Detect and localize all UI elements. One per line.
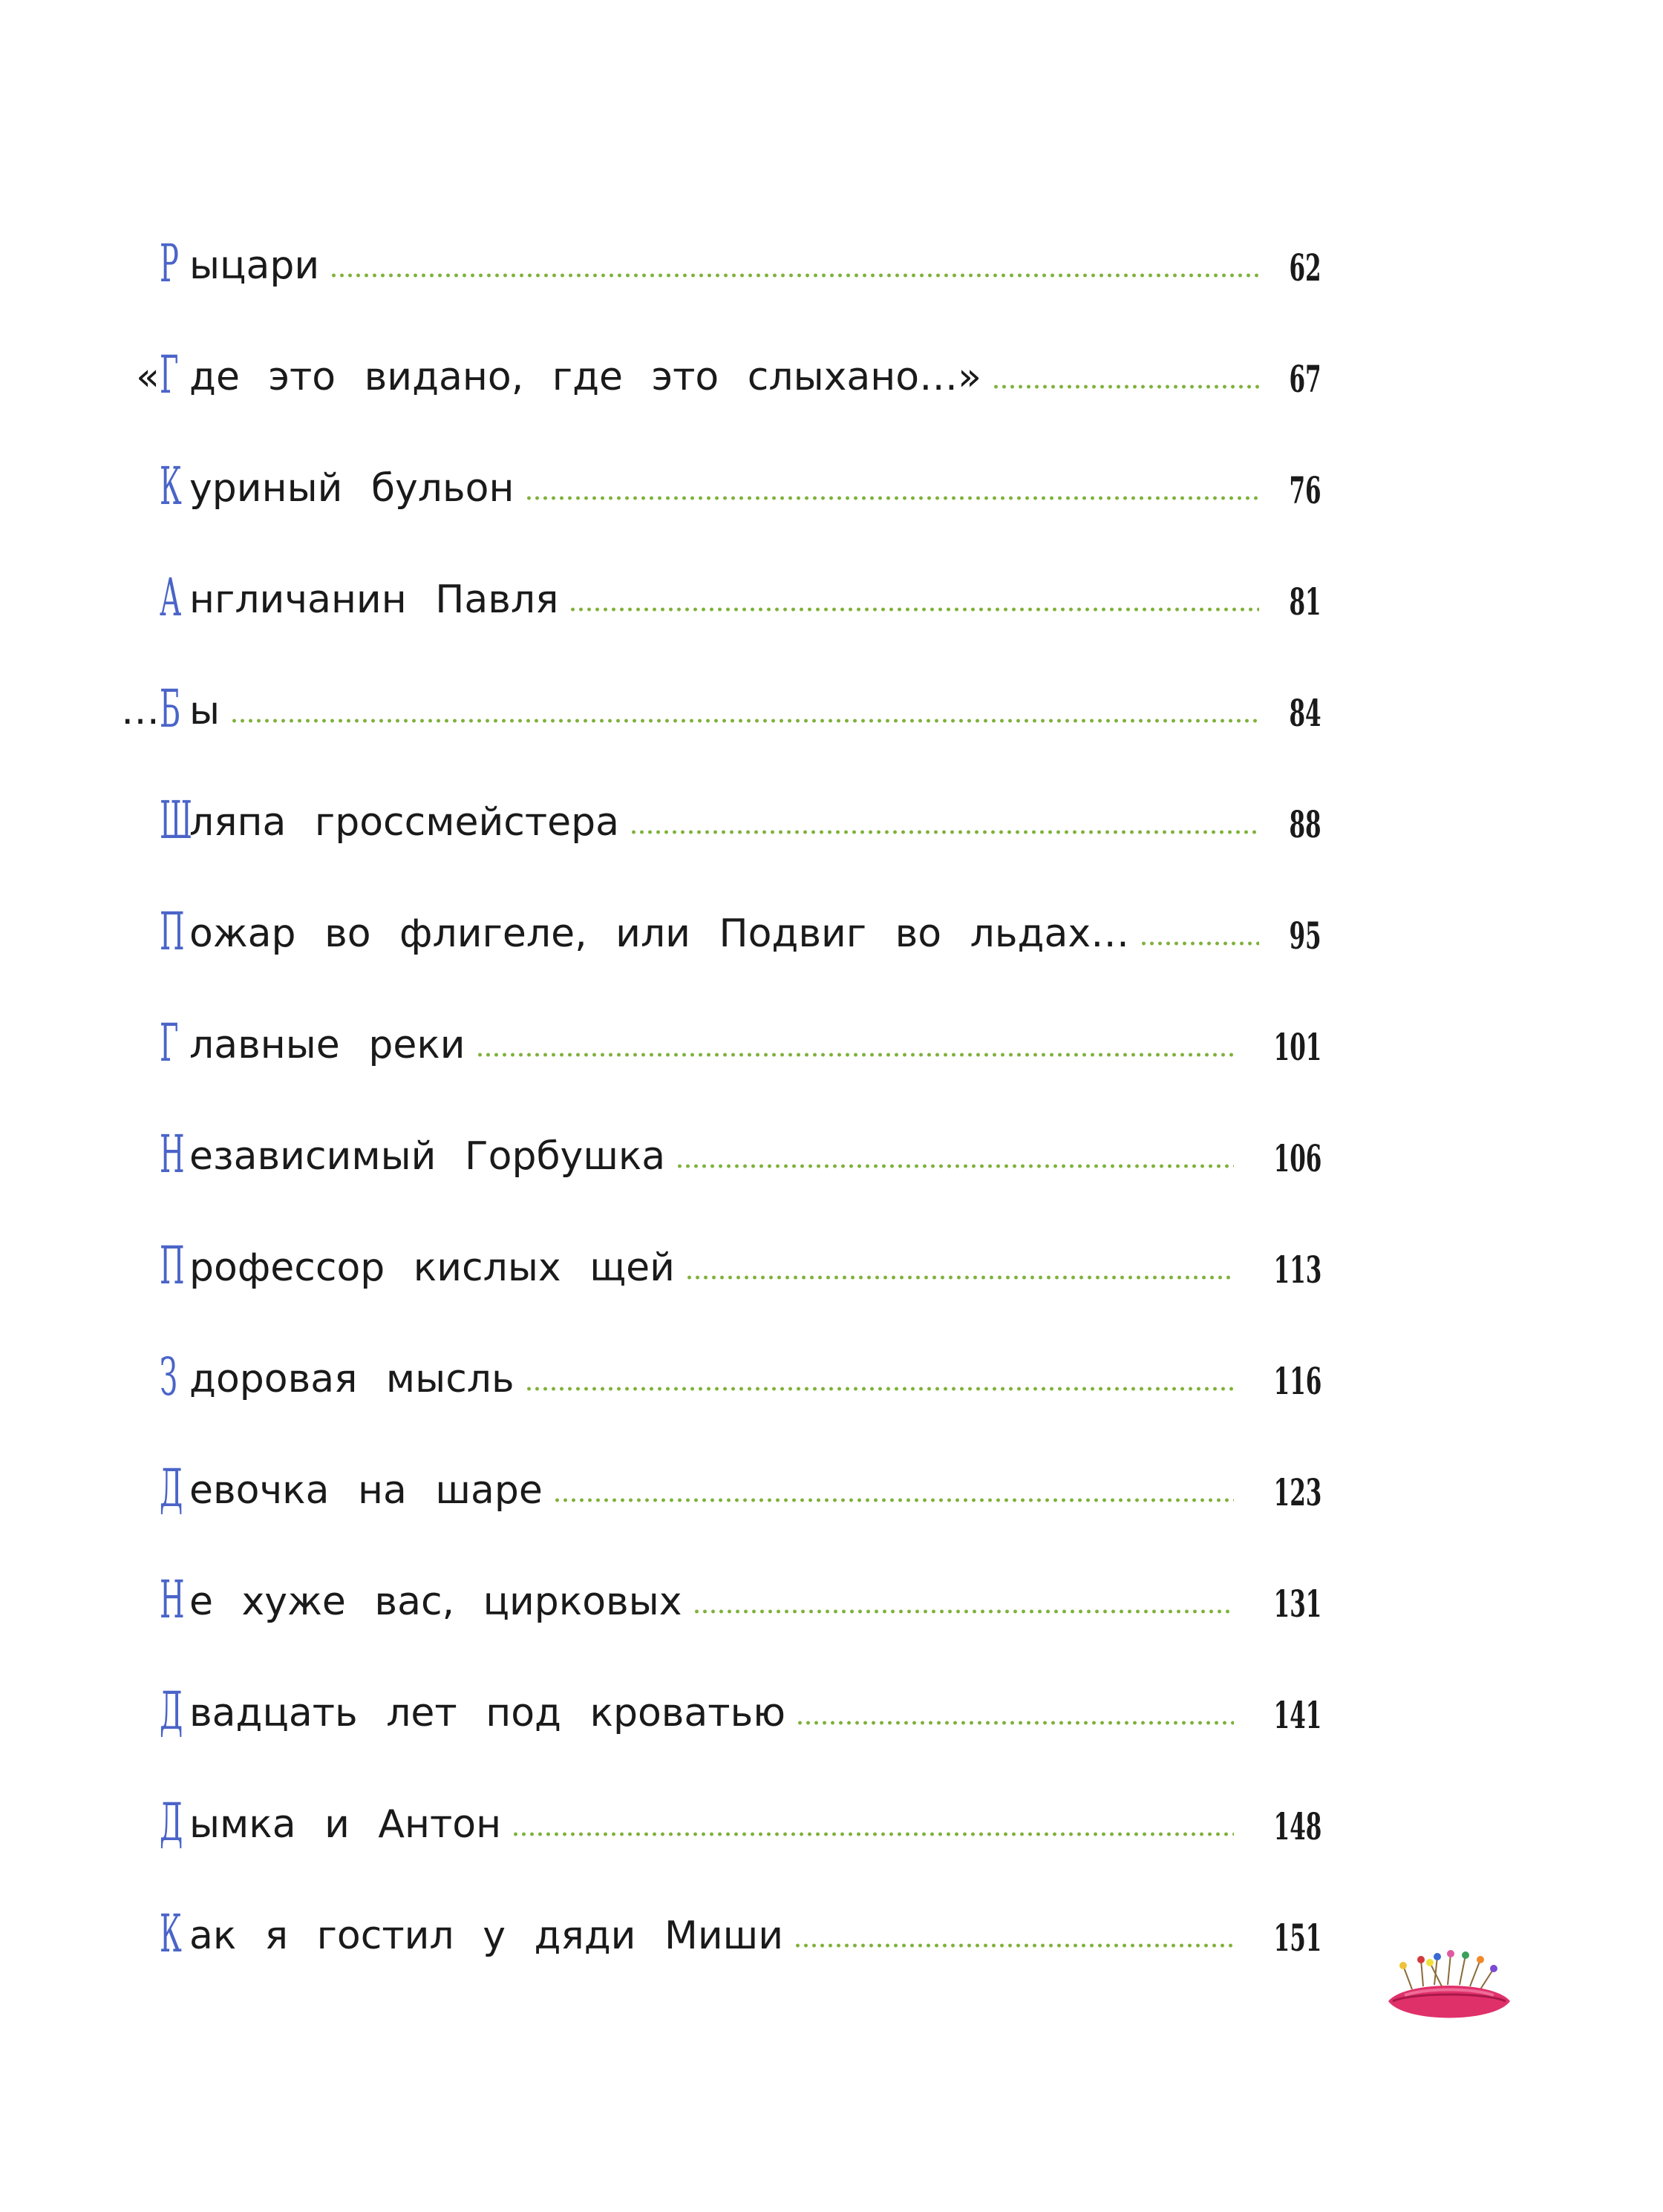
toc-entry-page: 84 (1289, 691, 1321, 735)
toc-entry-title (160, 567, 559, 628)
toc-entry[interactable] (160, 1878, 1321, 1964)
toc-entry-page: 81 (1289, 580, 1321, 624)
toc-entry[interactable] (160, 1655, 1321, 1741)
pincushion-icon (1382, 1943, 1516, 2032)
toc-entry[interactable] (136, 319, 1321, 405)
dot-leader (525, 1385, 1234, 1393)
dot-leader (796, 1719, 1234, 1727)
toc-entry[interactable] (160, 1210, 1321, 1296)
toc-entry-text: езависимый Горбушка (189, 1134, 666, 1179)
dot-leader (512, 1830, 1234, 1838)
toc-entry[interactable] (121, 653, 1321, 739)
toc-entry[interactable] (160, 987, 1321, 1073)
toc-entry[interactable] (160, 1544, 1321, 1630)
toc-entry-text: рофессор кислых щей (189, 1246, 675, 1290)
toc-entry-initial: З (160, 1346, 177, 1407)
toc-entry-text: ляпа гроссмейстера (189, 800, 619, 845)
toc-entry-page: 62 (1289, 246, 1321, 289)
toc-entry-title (160, 1569, 682, 1630)
dot-leader (794, 1942, 1234, 1949)
toc-entry-page: 141 (1273, 1693, 1321, 1737)
toc-entry-initial: Г (160, 344, 179, 405)
toc-entry-text: ыцари (189, 243, 320, 288)
toc-entry-initial: Д (160, 1792, 183, 1853)
dot-leader (676, 1162, 1233, 1170)
toc-entry[interactable] (160, 1433, 1321, 1519)
toc-entry-title (160, 456, 514, 517)
dot-leader (553, 1496, 1234, 1504)
dot-leader (685, 1274, 1234, 1281)
dot-leader (630, 828, 1259, 836)
toc-entry-title (160, 1346, 514, 1407)
toc-entry-text: лавные реки (189, 1023, 465, 1067)
toc-entry-text: ымка и Антон (189, 1802, 502, 1847)
dot-leader (525, 494, 1260, 502)
toc-entry-initial: К (160, 1903, 182, 1964)
toc-entry-initial: П (160, 901, 185, 962)
dot-leader (1140, 940, 1259, 947)
toc-entry[interactable] (160, 431, 1321, 517)
toc-entry-initial: Ш (160, 790, 192, 851)
toc-entry-title (160, 790, 619, 851)
toc-entry-text: нгличанин Павля (189, 577, 559, 622)
toc-entry-title (136, 344, 981, 405)
toc-entry-text: евочка на шаре (189, 1468, 543, 1513)
toc-entry[interactable] (160, 876, 1321, 962)
toc-entry-page: 116 (1273, 1359, 1321, 1403)
toc-entry-initial: А (160, 567, 182, 628)
toc-entry-title (160, 1458, 543, 1519)
toc-entry-page: 101 (1273, 1025, 1321, 1069)
toc-entry-text: де это видано, где это слыхано…» (189, 355, 981, 399)
toc-entry-title (160, 233, 320, 294)
toc-entry[interactable] (160, 208, 1321, 294)
toc-entry-title (160, 1012, 465, 1073)
toc-entry-initial: Н (160, 1569, 185, 1630)
toc-entry-page: 95 (1289, 914, 1321, 958)
toc-entry[interactable] (160, 1767, 1321, 1853)
toc-entry-text: ы (189, 689, 220, 733)
toc-entry-page: 113 (1273, 1248, 1321, 1292)
toc-entry-title (121, 678, 220, 739)
toc-entry[interactable] (160, 542, 1321, 628)
toc-entry-initial: К (160, 456, 182, 517)
toc-entry[interactable] (160, 1099, 1321, 1185)
toc-entry-initial: Н (160, 1124, 185, 1185)
toc-entry-title (160, 1792, 502, 1853)
toc-entry-text: доровая мысль (189, 1357, 514, 1401)
toc-entry-title (160, 1681, 785, 1741)
toc-entry-page: 88 (1289, 802, 1321, 846)
toc-entry-initial: Г (160, 1012, 179, 1073)
dot-leader (330, 272, 1259, 279)
dot-leader (693, 1608, 1234, 1615)
toc-entry-page: 123 (1273, 1470, 1321, 1514)
toc-entry-text: ожар во флигеле, или Подвиг во льдах… (189, 912, 1130, 956)
dot-leader (230, 717, 1259, 724)
toc-entry-text: уриный бульон (189, 466, 514, 511)
toc-entry-page: 131 (1273, 1582, 1321, 1626)
toc-entry-initial: Д (160, 1458, 183, 1519)
toc-entry-page: 148 (1273, 1804, 1321, 1848)
toc-entry[interactable] (160, 1321, 1321, 1407)
toc-entry[interactable] (160, 765, 1321, 851)
dot-leader (569, 606, 1259, 613)
toc-entry-initial: П (160, 1235, 185, 1296)
toc-entry-page: 151 (1273, 1916, 1321, 1960)
toc-entry-title (160, 901, 1130, 962)
toc-entry-page: 106 (1273, 1136, 1321, 1180)
toc-entry-title (160, 1235, 675, 1296)
dot-leader (992, 383, 1260, 390)
toc-entry-initial: Р (160, 233, 179, 294)
toc-entry-page: 67 (1289, 357, 1321, 401)
toc-entry-page: 76 (1289, 468, 1321, 512)
toc-entry-initial: Б (160, 678, 181, 739)
toc-entry-initial: Д (160, 1681, 183, 1741)
toc-entry-prefix: « (136, 355, 160, 399)
toc-entry-prefix: … (121, 689, 160, 733)
toc-entry-text: ак я гостил у дяди Миши (189, 1914, 784, 1958)
dot-leader (476, 1051, 1234, 1058)
toc-entry-title (160, 1903, 784, 1964)
toc-entry-text: вадцать лет под кроватью (189, 1691, 785, 1735)
toc-entry-text: е хуже вас, цирковых (189, 1580, 682, 1624)
toc-entry-title (160, 1124, 666, 1185)
